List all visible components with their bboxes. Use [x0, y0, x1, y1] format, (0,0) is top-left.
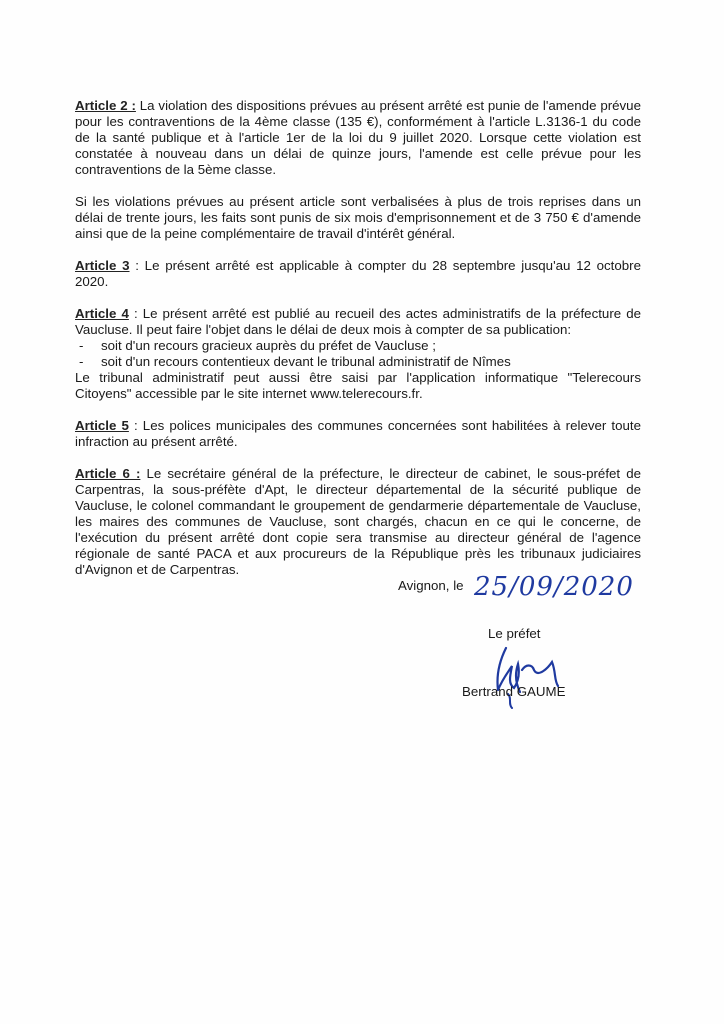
signature-place: Avignon, le	[398, 578, 464, 593]
article-5-paragraph	[75, 418, 641, 450]
article-4-text: : Le présent arrêté est publié au recueil des actes administratifs de la préfecture de Vaucluse. Il peut faire l'objet dans le délai de deux mois à compter de sa publication:	[75, 306, 641, 337]
handwritten-date: 25/09/2020	[474, 572, 634, 602]
article-2-paragraph-2: Si les violations prévues au présent article sont verbalisées à plus de trois reprises dans un délai de trente jours, les faits sont punis de six mois d'emprisonnement et de 3 750 € d'amende ainsi que de la peine complémentaire de travail d'intérêt général.	[75, 194, 641, 241]
article-6-text: Le secrétaire général de la préfecture, le directeur de cabinet, le sous-préfet de Carpentras, la sous-préfète d'Apt, le directeur départemental de la sécurité publique de Vaucluse, le colonel commandant le groupement de gendarmerie départementale de Vaucluse, les maires des communes de Vaucluse, sont chargés, chacun en ce qui le concerne, de l'exécution du présent arrêté dont copie sera transmise au directeur général de l'agence régionale de santé PACA et aux procureurs de la République près les tribunaux judiciaires d'Avignon et de Carpentras.	[75, 466, 641, 577]
article-4-bullet: - soit d'un recours gracieux auprès du préfet de Vaucluse ;	[75, 338, 641, 354]
article-6-label: Article 6 :	[75, 466, 141, 481]
signature-scribble-icon	[478, 640, 588, 710]
article-5-label: Article 5	[75, 418, 129, 433]
signer-role: Le préfet	[488, 626, 541, 641]
signer-name: Bertrand GAUME	[462, 684, 566, 699]
article-2-paragraph	[75, 98, 641, 178]
article-5-text: : Les polices municipales des communes concernées sont habilitées à relever toute infraction au présent arrêté.	[75, 418, 641, 449]
article-4-label: Article 4	[75, 306, 129, 321]
article-3-label: Article 3	[75, 258, 130, 273]
article-3-text: : Le présent arrêté est applicable à compter du 28 septembre jusqu'au 12 octobre 2020.	[75, 258, 641, 289]
article-4-tail: Le tribunal administratif peut aussi être saisi par l'application informatique "Telerecours Citoyens" accessible par le site internet www.telerecours.fr.	[75, 370, 641, 401]
article-6-paragraph	[75, 466, 641, 578]
article-4-bullet: - soit d'un recours contentieux devant le tribunal administratif de Nîmes	[75, 354, 641, 370]
article-3-paragraph	[75, 258, 641, 290]
document-body	[75, 98, 641, 594]
article-2-label: Article 2 :	[75, 98, 136, 113]
article-2-text: La violation des dispositions prévues au présent arrêté est punie de l'amende prévue pour les contraventions de la 4ème classe (135 €), conformément à l'article L.3136-1 du code de la santé publique et à l'article 1er de la loi du 9 juillet 2020. Lorsque cette violation est constatée à nouveau dans un délai de quinze jours, l'amende est celle prévue pour les contraventions de la 5ème classe.	[75, 98, 641, 177]
article-4-paragraph	[75, 306, 641, 402]
article-4-bullet-list	[75, 338, 641, 370]
